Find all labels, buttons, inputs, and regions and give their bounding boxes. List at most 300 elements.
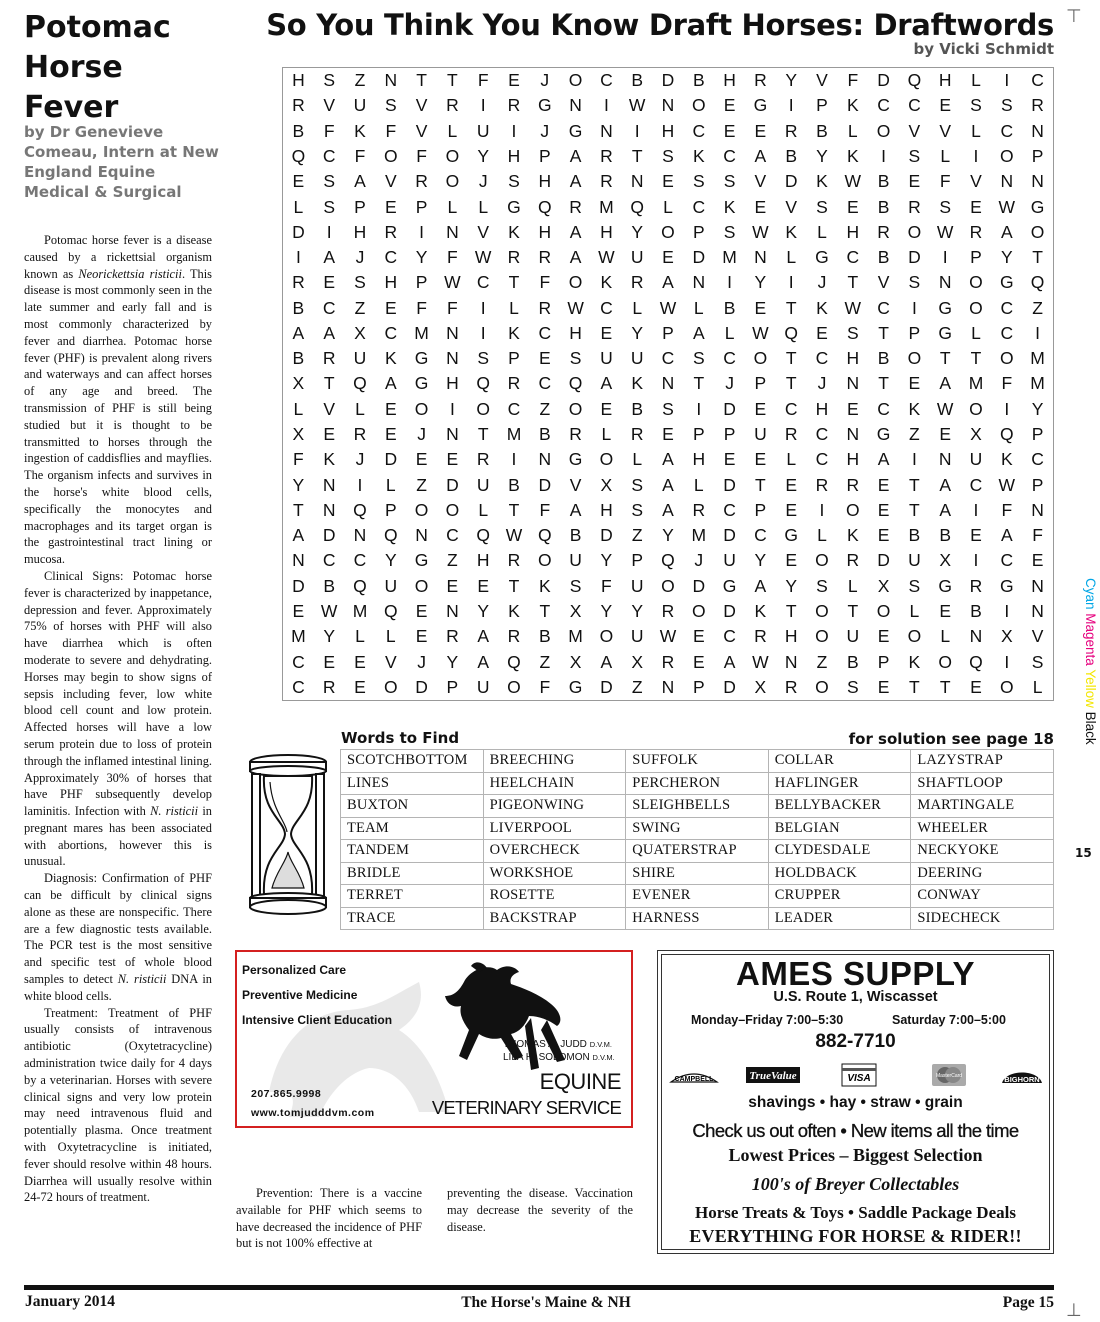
grid-letter: E xyxy=(323,651,336,672)
grid-letter: L xyxy=(447,120,458,141)
grid-letter: H xyxy=(600,499,613,520)
grid-letter: P xyxy=(692,424,705,445)
grid-letter: V xyxy=(816,70,828,91)
grid-letter: E xyxy=(1031,550,1044,571)
solution-note: for solution see page 18 xyxy=(848,730,1054,748)
word-cell: HARNESS xyxy=(626,907,769,930)
word-cell: BELLYBACKER xyxy=(768,795,911,818)
grid-letter: G xyxy=(568,449,583,470)
article-title: Potomac Horse Fever xyxy=(24,10,171,125)
grid-letter: L xyxy=(847,120,858,141)
grid-letter: A xyxy=(292,322,305,343)
svg-text:TrueValue: TrueValue xyxy=(749,1070,797,1082)
grid-letter: O xyxy=(815,601,829,622)
grid-letter: R xyxy=(1031,95,1044,116)
grid-letter: R xyxy=(815,474,829,495)
grid-letter: C xyxy=(784,398,798,419)
grid-letter: C xyxy=(1000,297,1014,318)
grid-letter: U xyxy=(630,575,644,596)
crop-mark-bottom: ⊥ xyxy=(1066,1300,1082,1321)
grid-letter: T xyxy=(847,272,859,293)
grid-letter: R xyxy=(692,499,706,520)
grid-letter: O xyxy=(445,499,460,520)
grid-letter: C xyxy=(1031,449,1044,470)
grid-letter: Q xyxy=(353,373,367,394)
grid-letter: C xyxy=(538,373,552,394)
grid-letter: S xyxy=(908,145,921,166)
ames-phone: 882-7710 xyxy=(815,1031,896,1052)
grid-letter: N xyxy=(446,322,459,343)
grid-letter: E xyxy=(754,196,767,217)
grid-letter: L xyxy=(447,196,458,217)
grid-letter: E xyxy=(384,196,397,217)
grid-letter: N xyxy=(1031,601,1044,622)
word-cell: SLEIGHBELLS xyxy=(626,795,769,818)
grid-letter: N xyxy=(446,221,459,242)
grid-letter: C xyxy=(384,247,398,268)
grid-letter: I xyxy=(942,247,948,268)
grid-letter: H xyxy=(353,221,367,242)
grid-letter: O xyxy=(661,575,675,596)
grid-letter: J xyxy=(355,449,365,470)
grid-letter: K xyxy=(631,373,644,394)
grid-letter: H xyxy=(476,550,490,571)
word-cell: BUXTON xyxy=(341,795,484,818)
grid-letter: O xyxy=(907,221,922,242)
grid-letter: E xyxy=(877,525,890,546)
grid-letter: A xyxy=(569,171,582,192)
grid-letter: Y xyxy=(631,601,644,622)
grid-letter: S xyxy=(508,171,520,192)
grid-letter: E xyxy=(692,651,705,672)
grid-letter: U xyxy=(476,676,490,697)
grid-letter: E xyxy=(384,424,397,445)
grid-letter: R xyxy=(507,550,521,571)
grid-letter: G xyxy=(537,95,552,116)
grid-letter: U xyxy=(630,247,644,268)
grid-letter: D xyxy=(538,474,552,495)
word-row xyxy=(341,885,1054,908)
grid-letter: V xyxy=(384,651,397,672)
grid-letter: X xyxy=(569,651,582,672)
word-cell: SUFFOLK xyxy=(626,750,769,773)
svg-text:VISA: VISA xyxy=(847,1073,871,1084)
grid-letter: A xyxy=(877,449,890,470)
grid-letter: L xyxy=(940,626,951,647)
grid-letter: R xyxy=(507,247,521,268)
grid-letter: I xyxy=(881,145,887,166)
grid-letter: Y xyxy=(292,474,305,495)
article-paragraph-clinical-signs: Clinical Signs: Potomac horse fever is characterized by inappetance, depression and fever. Approximately 75% of horses with PHF will also have diarrhea which is often moderate to severe and dehydrating. Horses may begin to show signs of sepsis including fever, low white blood cell count and low protein. Affected horses will have a low serum protein due to loss of protein through the inflamed intestinal lining. Approximately 30% of horses that have PHF subsequently develop laminitis. Infection with N. risticii in pregnant mares has been associated with abortions, however this is unusual. xyxy=(24,568,212,869)
grid-letter: A xyxy=(939,499,952,520)
grid-letter: S xyxy=(323,171,336,192)
grid-letter: N xyxy=(384,70,398,91)
grid-letter: A xyxy=(662,474,674,495)
article-paragraph-intro: Potomac horse fever is a disease caused by a rickettsial organism known as Neorickettsia risticii. This disease is most commonly seen in the late summer and early fall and is most commonly characterized by fever and diarrhea. Potomac horse fever (PHF) is prevalent along rivers and waterways and can affect horses of any age and breed. The transmission of PHF is still being studied but it is thought to be transmitted to horses through the ingestion of caddisflies and mayflies. The organism infects and survives in the horse's white blood cells, specifically the monocytes and macrophages and its target organ is the gastrointestinal tract lining or mucosa. xyxy=(24,233,212,567)
word-cell: BELGIAN xyxy=(768,817,911,840)
grid-letter: K xyxy=(538,575,551,596)
grid-letter: O xyxy=(999,676,1014,697)
grid-letter: Y xyxy=(323,626,336,647)
grid-letter: I xyxy=(1004,601,1010,622)
word-cell: WORKSHOE xyxy=(483,862,626,885)
visa-logo-icon xyxy=(840,1063,878,1087)
grid-letter: N xyxy=(1031,120,1044,141)
grid-letter: W xyxy=(628,95,646,116)
word-row xyxy=(341,750,1054,773)
grid-letter: A xyxy=(754,145,767,166)
grid-letter: I xyxy=(911,449,917,470)
grid-letter: W xyxy=(659,297,677,318)
grid-letter: O xyxy=(907,626,922,647)
grid-letter: O xyxy=(999,348,1014,369)
grid-letter: S xyxy=(692,348,705,369)
ames-breyer-line: 100's of Breyer Collectables xyxy=(751,1174,960,1194)
grid-letter: C xyxy=(908,95,921,116)
grid-letter: K xyxy=(846,525,859,546)
grid-letter: Y xyxy=(631,221,644,242)
grid-letter: O xyxy=(507,676,521,697)
grid-letter: Y xyxy=(1031,398,1044,419)
grid-letter: K xyxy=(323,449,336,470)
grid-letter: M xyxy=(506,424,522,445)
grid-letter: I xyxy=(449,398,455,419)
grid-letter: N xyxy=(969,626,983,647)
grid-letter: G xyxy=(938,322,952,343)
grid-letter: P xyxy=(384,499,397,520)
grid-letter: T xyxy=(1032,247,1043,268)
grid-letter: Y xyxy=(384,550,397,571)
grid-letter: Y xyxy=(600,550,613,571)
grid-letter: P xyxy=(754,499,767,520)
grid-letter: C xyxy=(446,525,459,546)
grid-letter: T xyxy=(785,297,797,318)
grid-letter: A xyxy=(692,322,705,343)
word-cell: TEAM xyxy=(341,817,484,840)
puzzle-title: So You Think You Know Draft Horses: Draftwords xyxy=(266,8,1054,42)
grid-letter: G xyxy=(999,272,1014,293)
grid-letter: C xyxy=(322,550,336,571)
grid-letter: D xyxy=(600,525,613,546)
hourglass-icon xyxy=(246,752,330,917)
grid-letter: Z xyxy=(631,525,643,546)
grid-letter: H xyxy=(723,70,736,91)
grid-letter: E xyxy=(908,171,921,192)
word-cell: LIVERPOOL xyxy=(483,817,626,840)
grid-letter: T xyxy=(847,601,859,622)
ames-supply-advertisement xyxy=(657,950,1054,1254)
grid-letter: R xyxy=(353,424,367,445)
word-cell: SCOTCHBOTTOM xyxy=(341,750,484,773)
word-cell: BRIDLE xyxy=(341,862,484,885)
grid-letter: E xyxy=(877,626,890,647)
grid-letter: F xyxy=(539,499,551,520)
grid-letter: K xyxy=(754,601,767,622)
footer-date: January 2014 xyxy=(25,1293,115,1310)
grid-letter: Z xyxy=(416,474,427,495)
word-row xyxy=(341,772,1054,795)
word-cell: CLYDESDALE xyxy=(768,840,911,863)
grid-letter: Q xyxy=(999,424,1014,445)
grid-letter: R xyxy=(446,95,459,116)
word-cell: TANDEM xyxy=(341,840,484,863)
grid-letter: Z xyxy=(1032,297,1043,318)
grid-letter: K xyxy=(508,601,520,622)
grid-letter: Z xyxy=(816,651,828,672)
grid-letter: W xyxy=(567,297,584,318)
grid-letter: R xyxy=(661,601,675,622)
grid-letter: A xyxy=(569,499,582,520)
word-cell: HAFLINGER xyxy=(768,772,911,795)
grid-letter: J xyxy=(694,550,704,571)
grid-letter: T xyxy=(631,145,643,166)
vet-service-item: Personalized Care xyxy=(242,963,347,977)
grid-letter: O xyxy=(537,550,552,571)
grid-letter: C xyxy=(1000,120,1014,141)
grid-letter: B xyxy=(723,297,736,318)
grid-letter: U xyxy=(969,449,983,470)
word-cell: MARTINGALE xyxy=(911,795,1054,818)
grid-letter: P xyxy=(692,221,705,242)
grid-letter: E xyxy=(846,196,859,217)
grid-letter: G xyxy=(876,424,891,445)
grid-letter: D xyxy=(908,247,921,268)
grid-letter: O xyxy=(938,651,952,672)
grid-letter: K xyxy=(785,221,798,242)
grid-letter: E xyxy=(877,499,890,520)
grid-letter: T xyxy=(878,322,889,343)
grid-letter: Q xyxy=(291,145,306,166)
grid-letter: J xyxy=(417,651,426,672)
grid-letter: L xyxy=(632,449,643,470)
grid-letter: O xyxy=(969,272,983,293)
grid-letter: N xyxy=(292,550,305,571)
grid-letter: D xyxy=(877,70,890,91)
vet-doctors: THOMAS A. JUDD D.V.M. LILA H. SOLOMON D.V.M. xyxy=(503,1039,615,1063)
grid-letter: R xyxy=(507,95,521,116)
grid-letter: E xyxy=(446,449,459,470)
grid-letter: N xyxy=(846,424,860,445)
grid-letter: K xyxy=(846,95,859,116)
grid-letter: C xyxy=(600,297,613,318)
grid-letter: C xyxy=(292,651,305,672)
word-cell: ROSETTE xyxy=(483,885,626,908)
grid-letter: I xyxy=(911,297,917,318)
grid-letter: P xyxy=(970,247,982,268)
word-cell: HOLDBACK xyxy=(768,862,911,885)
grid-letter: W xyxy=(444,272,461,293)
true-value-logo-icon xyxy=(744,1063,802,1087)
grid-letter: L xyxy=(601,424,612,445)
grid-letter: N xyxy=(322,474,336,495)
grid-letter: C xyxy=(754,525,767,546)
grid-letter: H xyxy=(661,120,675,141)
grid-letter: C xyxy=(692,120,706,141)
grid-letter: Q xyxy=(969,651,983,672)
grid-letter: W xyxy=(998,196,1016,217)
grid-letter: S xyxy=(323,196,336,217)
grid-letter: U xyxy=(353,348,367,369)
grid-letter: D xyxy=(723,676,736,697)
grid-letter: I xyxy=(1035,322,1041,343)
grid-letter: R xyxy=(569,196,582,217)
grid-letter: Y xyxy=(600,601,613,622)
grid-letter: N xyxy=(446,601,459,622)
campbell-logo-icon xyxy=(668,1063,720,1087)
grid-letter: O xyxy=(969,297,983,318)
grid-letter: P xyxy=(631,550,644,571)
grid-letter: V xyxy=(939,120,952,141)
grid-letter: C xyxy=(877,297,890,318)
grid-letter: M xyxy=(414,322,429,343)
species-name: Neorickettsia risticii xyxy=(78,266,182,281)
grid-letter: A xyxy=(323,322,336,343)
word-cell: QUATERSTRAP xyxy=(626,840,769,863)
grid-letter: F xyxy=(1032,525,1043,546)
grid-letter: X xyxy=(569,601,582,622)
grid-letter: G xyxy=(784,525,798,546)
grid-letter: B xyxy=(846,651,859,672)
grid-letter: E xyxy=(692,626,705,647)
grid-letter: S xyxy=(662,398,674,419)
grid-letter: D xyxy=(723,398,736,419)
word-row xyxy=(341,817,1054,840)
grid-letter: R xyxy=(538,247,552,268)
grid-letter: I xyxy=(973,145,979,166)
grid-letter: B xyxy=(939,525,952,546)
grid-letter: L xyxy=(293,196,304,217)
grid-letter: A xyxy=(939,474,952,495)
grid-letter: U xyxy=(569,550,582,571)
grid-letter: J xyxy=(817,272,827,293)
vet-website-link[interactable]: www.tomjudddvm.com xyxy=(251,1107,375,1119)
grid-letter: E xyxy=(970,676,982,697)
word-cell: WHEELER xyxy=(911,817,1054,840)
footer-page-number: Page 15 xyxy=(1002,1294,1054,1311)
grid-letter: M xyxy=(599,196,614,217)
grid-letter: J xyxy=(417,424,426,445)
grid-letter: M xyxy=(1030,373,1045,394)
grid-letter: U xyxy=(723,550,736,571)
grid-letter: B xyxy=(631,398,644,419)
grid-letter: E xyxy=(323,272,336,293)
grid-letter: H xyxy=(507,145,521,166)
grid-letter: K xyxy=(600,272,613,293)
ames-name: AMES SUPPLY xyxy=(735,955,975,992)
grid-letter: L xyxy=(817,221,827,242)
grid-letter: L xyxy=(478,196,489,217)
grid-letter: B xyxy=(292,348,305,369)
grid-letter: G xyxy=(999,575,1014,596)
grid-letter: T xyxy=(539,601,551,622)
grid-letter: A xyxy=(723,651,736,672)
grid-letter: T xyxy=(508,272,520,293)
grid-letter: J xyxy=(540,120,550,141)
grid-letter: K xyxy=(508,322,520,343)
grid-letter: E xyxy=(754,449,767,470)
grid-letter: U xyxy=(476,120,490,141)
grid-letter: L xyxy=(385,626,396,647)
grid-letter: L xyxy=(847,575,858,596)
grid-letter: G xyxy=(568,676,583,697)
svg-text:CAMPBELL: CAMPBELL xyxy=(674,1076,714,1083)
grid-letter: O xyxy=(445,171,460,192)
word-row xyxy=(341,907,1054,930)
grid-letter: A xyxy=(939,373,952,394)
grid-letter: S xyxy=(323,70,336,91)
grid-letter: K xyxy=(908,651,921,672)
grid-letter: Z xyxy=(447,550,458,571)
grid-letter: T xyxy=(939,676,951,697)
grid-letter: I xyxy=(1004,651,1010,672)
grid-letter: Y xyxy=(477,145,490,166)
grid-letter: S xyxy=(477,348,490,369)
ames-hours-saturday: Saturday 7:00–5:00 xyxy=(892,1013,1006,1027)
grid-letter: L xyxy=(663,196,673,217)
grid-letter: A xyxy=(477,651,490,672)
grid-letter: N xyxy=(415,525,428,546)
grid-letter: E xyxy=(877,474,890,495)
grid-letter: N xyxy=(630,171,644,192)
grid-letter: R xyxy=(538,297,552,318)
grid-letter: T xyxy=(939,348,951,369)
grid-letter: E xyxy=(785,474,798,495)
grid-letter: R xyxy=(630,272,644,293)
grid-letter: E xyxy=(384,398,397,419)
grid-letter: O xyxy=(876,120,891,141)
grid-letter: L xyxy=(971,322,981,343)
grid-letter: E xyxy=(754,297,767,318)
grid-letter: C xyxy=(292,676,305,697)
grid-letter: H xyxy=(784,626,798,647)
grid-letter: C xyxy=(1031,70,1044,91)
grid-letter: E xyxy=(662,247,674,268)
ames-prices-line: Lowest Prices – Biggest Selection xyxy=(728,1145,983,1165)
grid-letter: W xyxy=(752,221,769,242)
grid-letter: U xyxy=(384,575,398,596)
grid-letter: I xyxy=(511,120,517,141)
grid-letter: Q xyxy=(537,196,552,217)
grid-letter: K xyxy=(692,145,705,166)
grid-letter: I xyxy=(480,322,486,343)
word-cell: OVERCHECK xyxy=(483,840,626,863)
grid-letter: S xyxy=(384,95,397,116)
grid-letter: P xyxy=(354,196,366,217)
grid-letter: L xyxy=(724,322,735,343)
grid-letter: E xyxy=(354,676,366,697)
grid-letter: A xyxy=(1000,525,1013,546)
grid-letter: B xyxy=(877,348,890,369)
grid-letter: H xyxy=(600,221,613,242)
grid-letter: T xyxy=(909,499,920,520)
grid-letter: S xyxy=(631,474,644,495)
word-cell: PERCHERON xyxy=(626,772,769,795)
grid-letter: V xyxy=(877,272,890,293)
grid-letter: E xyxy=(754,398,767,419)
grid-letter: O xyxy=(414,398,429,419)
grid-letter: C xyxy=(1000,550,1014,571)
grid-letter: V xyxy=(1031,626,1044,647)
grid-letter: A xyxy=(600,373,613,394)
grid-letter: I xyxy=(357,474,363,495)
grid-letter: A xyxy=(384,373,397,394)
grid-letter: S xyxy=(846,676,859,697)
grid-letter: N xyxy=(661,95,675,116)
grid-letter: M xyxy=(568,626,583,647)
grid-letter: K xyxy=(354,120,366,141)
grid-letter: H xyxy=(538,171,552,192)
grid-letter: C xyxy=(661,348,675,369)
